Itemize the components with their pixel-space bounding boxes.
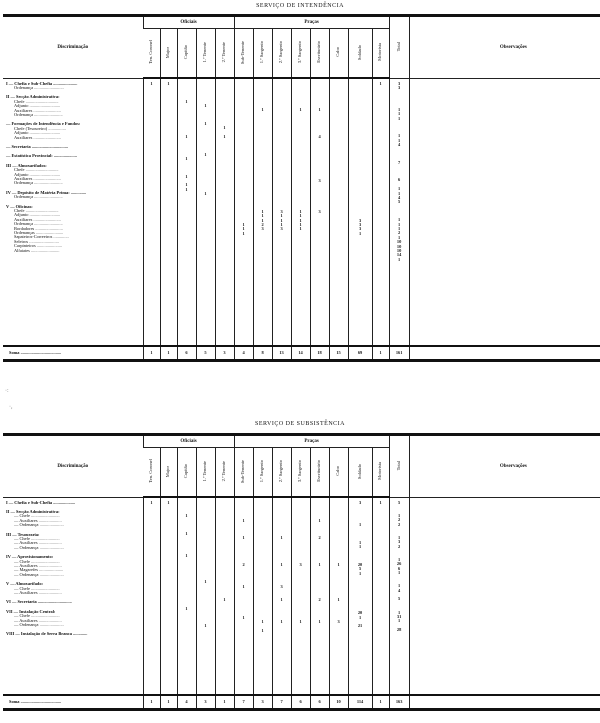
section-block [6,95,143,117]
group-header-pracas: Praças [234,435,389,448]
section-subitem: Bordadores ......................... [14,225,63,231]
value-column: 3 1 1 1 20 5 1 20 1 21 [357,500,363,629]
section-block [6,145,143,149]
value-column: 1 1 2 1 1 [242,517,245,620]
section-heading: I — Chefia e Sub-Chefia ...................... [6,80,78,86]
section-heading: III — Tesouraria: [6,531,40,537]
sum-value: 10 [329,695,348,710]
sum-value: 1 [215,695,234,710]
value-column: 1 1 1 1 1 1 [185,98,188,192]
section-subitem: Seleiros ........................... [14,238,59,244]
col-header: Ten. Coronel [147,40,153,65]
section-subitem: Ordenança .......................... [14,194,63,200]
sum-value: 114 [348,695,372,710]
col-header: Escriturário [316,41,322,64]
section-heading: VIII — Instalação de Serra Branca ............. [6,631,88,637]
sum-value: 1 [143,695,160,710]
section-subitem: — Ordenança ...................... [14,571,64,577]
group-header-oficiais: Oficiais [143,16,234,29]
sum-value: 7 [272,695,291,710]
section-subitem: — Ordenança ...................... [14,622,64,628]
section-heading: III — Almoxarifados: [6,162,47,168]
col-header-total: Total [395,460,401,470]
section-subitem: Chefe (Tesoureiro) ................ [14,125,66,131]
section-heading: IV — Depósito de Matéria Prima: .............. [6,189,87,195]
col-header: Ten. Coronel [147,459,153,484]
value-column: 1 1 3 [337,561,340,624]
section-subitem: Chefe .............................. [14,208,59,214]
section-block [6,191,143,200]
section-subitem: Auxiliares ......................... [14,176,61,181]
value-column: 1 1 3 1 1 [280,535,283,624]
group-header-oficiais: Oficiais [143,435,234,448]
section-subitem: Chefe .............................. [14,98,59,104]
section-subitem: — Chefe .......................... [14,513,60,519]
sum-value: 6 [291,695,310,710]
section-list [6,82,143,254]
value-column: 1 [167,81,170,86]
section-block [6,154,143,158]
value-column: 3 3 3 1 [358,217,362,236]
section-heading: VI — Secretaria ............................... [6,599,72,605]
section-heading: I — Chefia e Sub-Chefia .................... [6,499,76,505]
value-column: 1 [223,596,226,602]
value-column: 1 1 1 1 2 3 [261,107,264,232]
section-heading: — Secretaria ................................. [6,143,68,149]
section-block [6,122,143,140]
value-column: 3 1 [299,561,302,624]
section-subitem: — Magarefes ...................... [14,567,64,573]
col-header: Cabo [335,466,341,477]
value-column: 1 1 1 1 [185,513,188,611]
col-header: 1.º Sargento [259,41,265,64]
col-header: 2.º Tenente [221,461,227,482]
section-subitem: — Auxiliares ..................... [14,540,62,546]
col-header: Soldado [356,44,362,60]
sum-value: 8 [253,346,272,361]
section-block [6,582,143,595]
total-column: 5 1 2 2 1 3 2 1 26 6 1 1 4 5 1 31 1 28 [396,499,402,633]
section-subitem: Adjunto ............................ [14,130,61,136]
section-heading: — Formações de Intendência e Fundos: [6,121,81,127]
col-header-observacoes: Observações [409,435,600,498]
col-header: Major [165,465,171,477]
section-heading: VII — Instalação Central: [6,608,56,614]
section-block [6,164,143,186]
col-header-discriminacao: Discriminação [3,435,143,498]
section-heading: V — Oficinas: [6,203,33,209]
sum-value: 4 [177,695,196,710]
section-subitem: Adjunto ............................ [14,212,61,218]
col-header: Major [165,46,171,58]
value-column: 1 1 [204,579,207,629]
col-header: Cabo [335,47,341,58]
col-header: 1.º Tenente [202,461,208,482]
section-block [6,632,143,636]
col-header-observacoes: Observações [409,16,600,79]
section-list [6,501,143,637]
value-column: 1 1 1 [242,222,245,236]
section-heading: IV — Aprovisionamento: [6,554,54,560]
table-title: SERVIÇO DE SUBSISTÊNCIA [254,421,346,427]
section-subitem: Auxiliares ......................... [14,107,61,113]
value-column: 1 [150,81,153,86]
section-subitem: Auxiliares ......................... [14,216,61,222]
section-subitem: — Auxiliares ..................... [14,617,62,623]
section-block [6,533,143,551]
sum-value: 6 [177,346,196,361]
section-subitem: Alfaiates .......................... [14,247,60,253]
sum-value: 3 [215,346,234,361]
sum-value: 4 [234,346,253,361]
col-header: Motorista [377,43,383,62]
sum-value: 5 [196,346,215,361]
section-subitem: Ordenanças ......................... [14,230,64,236]
section-heading: — Estatística Provincial: ..................... [6,153,77,159]
sum-value: 1 [143,346,160,361]
personnel-table [3,433,600,711]
section-subitem: — Auxiliares ..................... [14,562,62,568]
sum-value: 6 [310,695,329,710]
section-subitem: — Auxiliares ..................... [14,590,62,595]
section-block [6,510,143,528]
value-column: 1 4 3 3 [318,107,321,214]
table-title: SERVIÇO DE INTENDÊNCIA [256,3,344,9]
col-header: 2.º Sargento [278,460,284,483]
section-block [6,610,143,628]
value-column: 1 1 [223,125,226,139]
value-column: 1 [379,81,382,86]
sum-value: 15 [329,346,348,361]
section-subitem: Auxiliares ......................... [14,134,61,140]
discriminacao-cell [3,497,143,695]
col-header: 2.º Tenente [221,42,227,63]
col-header-discriminacao: Discriminação [3,16,143,79]
value-column: 1 1 1 1 1 1 [299,107,302,232]
col-header: 1.º Tenente [202,42,208,63]
section-block [6,555,143,577]
sum-value: 7 [234,695,253,710]
col-header: Soldado [356,463,362,479]
sum-label: Soma ..................................... [9,349,62,355]
section-subitem: Sapateiros-Correeiros .............. [14,234,69,240]
section-subitem: Chefe .............................. [14,167,59,173]
sum-value: 3 [196,695,215,710]
sum-value: 1 [372,695,389,710]
sum-value: 1 [160,346,177,361]
discriminacao-cell [3,78,143,346]
sum-value: 3 [253,695,272,710]
section-block [6,82,143,91]
col-header: 3.º Sargento [297,460,303,483]
section-block [6,501,143,505]
group-header-pracas: Praças [234,16,389,29]
value-column: 1 [379,500,382,505]
sum-value: 14 [291,346,310,361]
value-column: 3 1 1 1 3 [280,208,283,232]
section-subitem: — Chefe .......................... [14,585,60,591]
col-header: 1.º Sargento [259,460,265,483]
section-subitem: Adjunto ............................ [14,103,61,109]
value-column: 1 1 1 1 [204,103,207,197]
sum-value: 1 [160,695,177,710]
col-header-total: Total [395,41,401,51]
value-column: 1 [167,500,170,505]
col-header: Sub-Tenente [240,459,246,483]
sum-value: 69 [348,346,372,361]
section-subitem: — Ordenança ...................... [14,544,64,550]
value-column: 1 1 [261,618,264,633]
section-subitem: Ordenança ........................... [14,84,64,90]
col-header: Capitão [183,464,189,479]
section-subitem: Ordenança .......................... [14,221,63,227]
observacoes-cell [409,497,600,695]
col-header: 2.º Sargento [278,41,284,64]
section-subitem: Ordenança .......................... [14,111,63,117]
scan-mark: ·, [9,404,13,410]
value-column: 1 [150,500,153,505]
section-heading: V — Almoxarifado: [6,581,43,587]
sum-value: 1 [372,346,389,361]
section-heading: II — Secção Administrativa: [6,94,60,100]
personnel-table [3,14,600,362]
section-subitem: — Ordenança ...................... [14,522,64,528]
grand-total: 161 [389,346,409,361]
value-column: 1 2 1 2 1 [318,517,321,624]
sum-value: 13 [272,346,291,361]
section-block [6,205,143,253]
col-header: Capitão [183,45,189,60]
section-subitem: — Chefe .......................... [14,558,60,564]
col-header: 3.º Sargento [297,41,303,64]
total-column: 3 3 1 1 1 1 1 4 7 6 1 1 4 5 1 1 1 2 1 10 10 10 14 1 [396,80,402,262]
sum-value: 18 [310,346,329,361]
sum-label: Soma ..................................... [9,698,62,704]
section-subitem: Carpinteiros ....................... [14,243,63,249]
section-subitem: — Chefe .......................... [14,613,60,619]
col-header: Sub-Tenente [240,40,246,64]
section-block [6,600,143,604]
observacoes-cell [409,78,600,346]
section-subitem: Adjunto ............................ [14,171,61,177]
section-subitem: — Chefe .......................... [14,535,60,541]
col-header: Escriturário [316,460,322,483]
grand-total: 163 [389,695,409,710]
section-heading: II — Secção Administrativa: [6,508,60,514]
scan-mark: ·: [5,388,9,394]
section-subitem: — Auxiliares ..................... [14,517,62,523]
col-header: Motorista [377,462,383,481]
section-subitem: Ordenança .......................... [14,180,63,186]
